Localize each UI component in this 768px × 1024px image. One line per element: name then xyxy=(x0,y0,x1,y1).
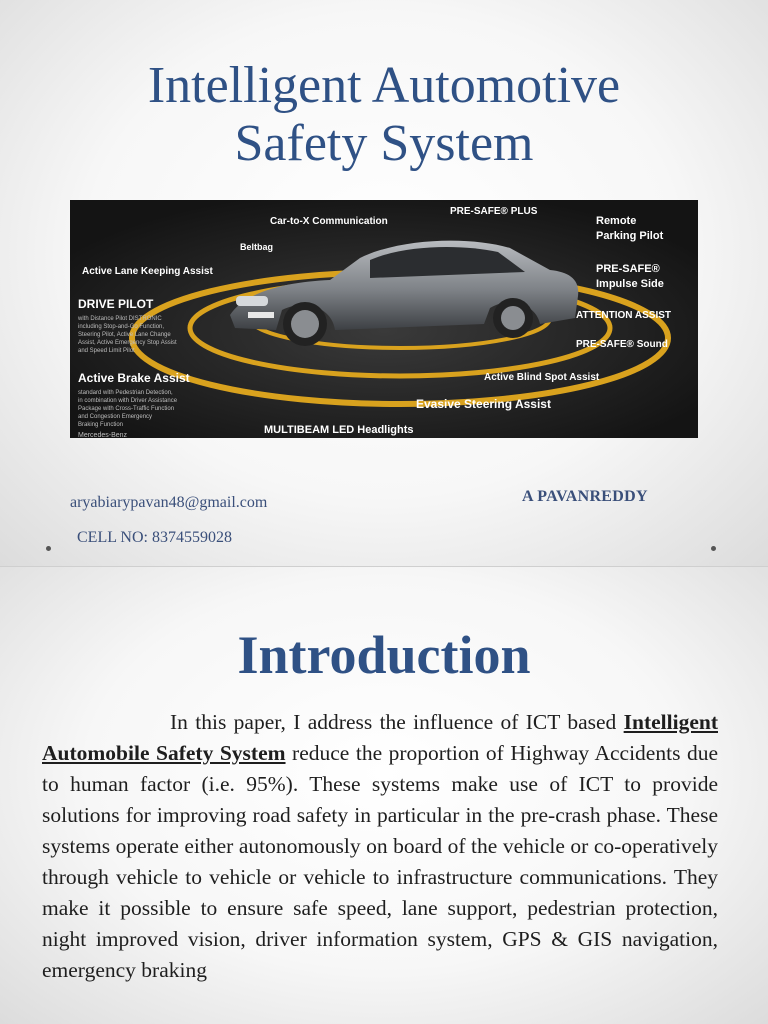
label-pre-safe-impulse-1: PRE-SAFE® xyxy=(596,263,660,275)
label-car-to-x: Car-to-X Communication xyxy=(270,216,388,227)
label-footer-partial: Mercedes-Benz xyxy=(78,432,128,438)
label-blind-spot: Active Blind Spot Assist xyxy=(484,372,600,383)
label-active-brake-detail-3: Package with Cross-Traffic Function xyxy=(78,406,175,412)
intro-text-start: In this paper, I address the influence of ICT based xyxy=(170,710,617,734)
label-pre-safe-plus: PRE-SAFE® PLUS xyxy=(450,206,538,217)
label-attention-assist: ATTENTION ASSIST xyxy=(576,310,671,321)
introduction-title: Introduction xyxy=(237,625,531,685)
author-name: A PAVANREDDY xyxy=(522,488,648,505)
label-active-brake-detail-1: standard with Pedestrian Detection, xyxy=(78,390,173,396)
intro-bold-term: Intelligent Automobile Safety System xyxy=(42,710,718,765)
bullet-dot-left xyxy=(46,546,51,551)
label-active-brake-detail-5: Braking Function xyxy=(78,422,124,428)
slide-title xyxy=(0,57,768,173)
label-remote-parking-1: Remote xyxy=(596,215,637,227)
author-phone: CELL NO: 8374559028 xyxy=(77,529,232,546)
label-drive-pilot-detail-3: Steering Pilot, Active Lane Change xyxy=(78,332,171,338)
introduction-slide xyxy=(0,566,768,1024)
bullet-dot-right xyxy=(711,546,716,551)
label-pre-safe-impulse-2: Impulse Side xyxy=(596,278,664,290)
label-evasive-steering: Evasive Steering Assist xyxy=(416,397,551,411)
title-line-2: Safety System xyxy=(234,115,534,172)
title-line-1: Intelligent Automotive xyxy=(147,57,621,114)
label-drive-pilot: DRIVE PILOT xyxy=(78,297,154,311)
label-lane-keeping: Active Lane Keeping Assist xyxy=(82,266,213,277)
label-drive-pilot-detail-2: including Stop-and-Go Function, xyxy=(78,324,165,330)
label-beltbag: Beltbag xyxy=(240,242,274,252)
label-drive-pilot-detail-5: and Speed Limit Pilot xyxy=(78,348,135,354)
label-active-brake-detail-2: in combination with Driver Assistance xyxy=(78,398,178,404)
introduction-body xyxy=(42,707,718,986)
label-drive-pilot-detail-4: Assist, Active Emergency Stop Assist xyxy=(78,340,177,346)
intro-text-rest: reduce the proportion of Highway Accidents due to human factor (i.e. 95%). These systems make use of ICT to provide solutions for improving road safety in particular in the pre-crash phase. These systems operate either autonomously on board of the vehicle or co-operatively through vehicle to vehicle or vehicle to infrastructure communications. They make it possible to ensure safe speed, lane support, pedestrian protection, night improved vision, driver information system, GPS & GIS navigation, emergency braking xyxy=(42,741,718,982)
label-active-brake: Active Brake Assist xyxy=(78,371,190,385)
author-email: aryabiarypavan48@gmail.com xyxy=(70,494,268,511)
label-drive-pilot-detail-1: with Distance Pilot DISTRONIC xyxy=(78,316,162,322)
car-safety-features-image xyxy=(70,200,698,438)
label-remote-parking-2: Parking Pilot xyxy=(596,230,664,242)
label-multibeam: MULTIBEAM LED Headlights xyxy=(264,424,414,436)
label-pre-safe-sound: PRE-SAFE® Sound xyxy=(576,339,668,350)
label-active-brake-detail-4: and Congestion Emergency xyxy=(78,414,153,420)
